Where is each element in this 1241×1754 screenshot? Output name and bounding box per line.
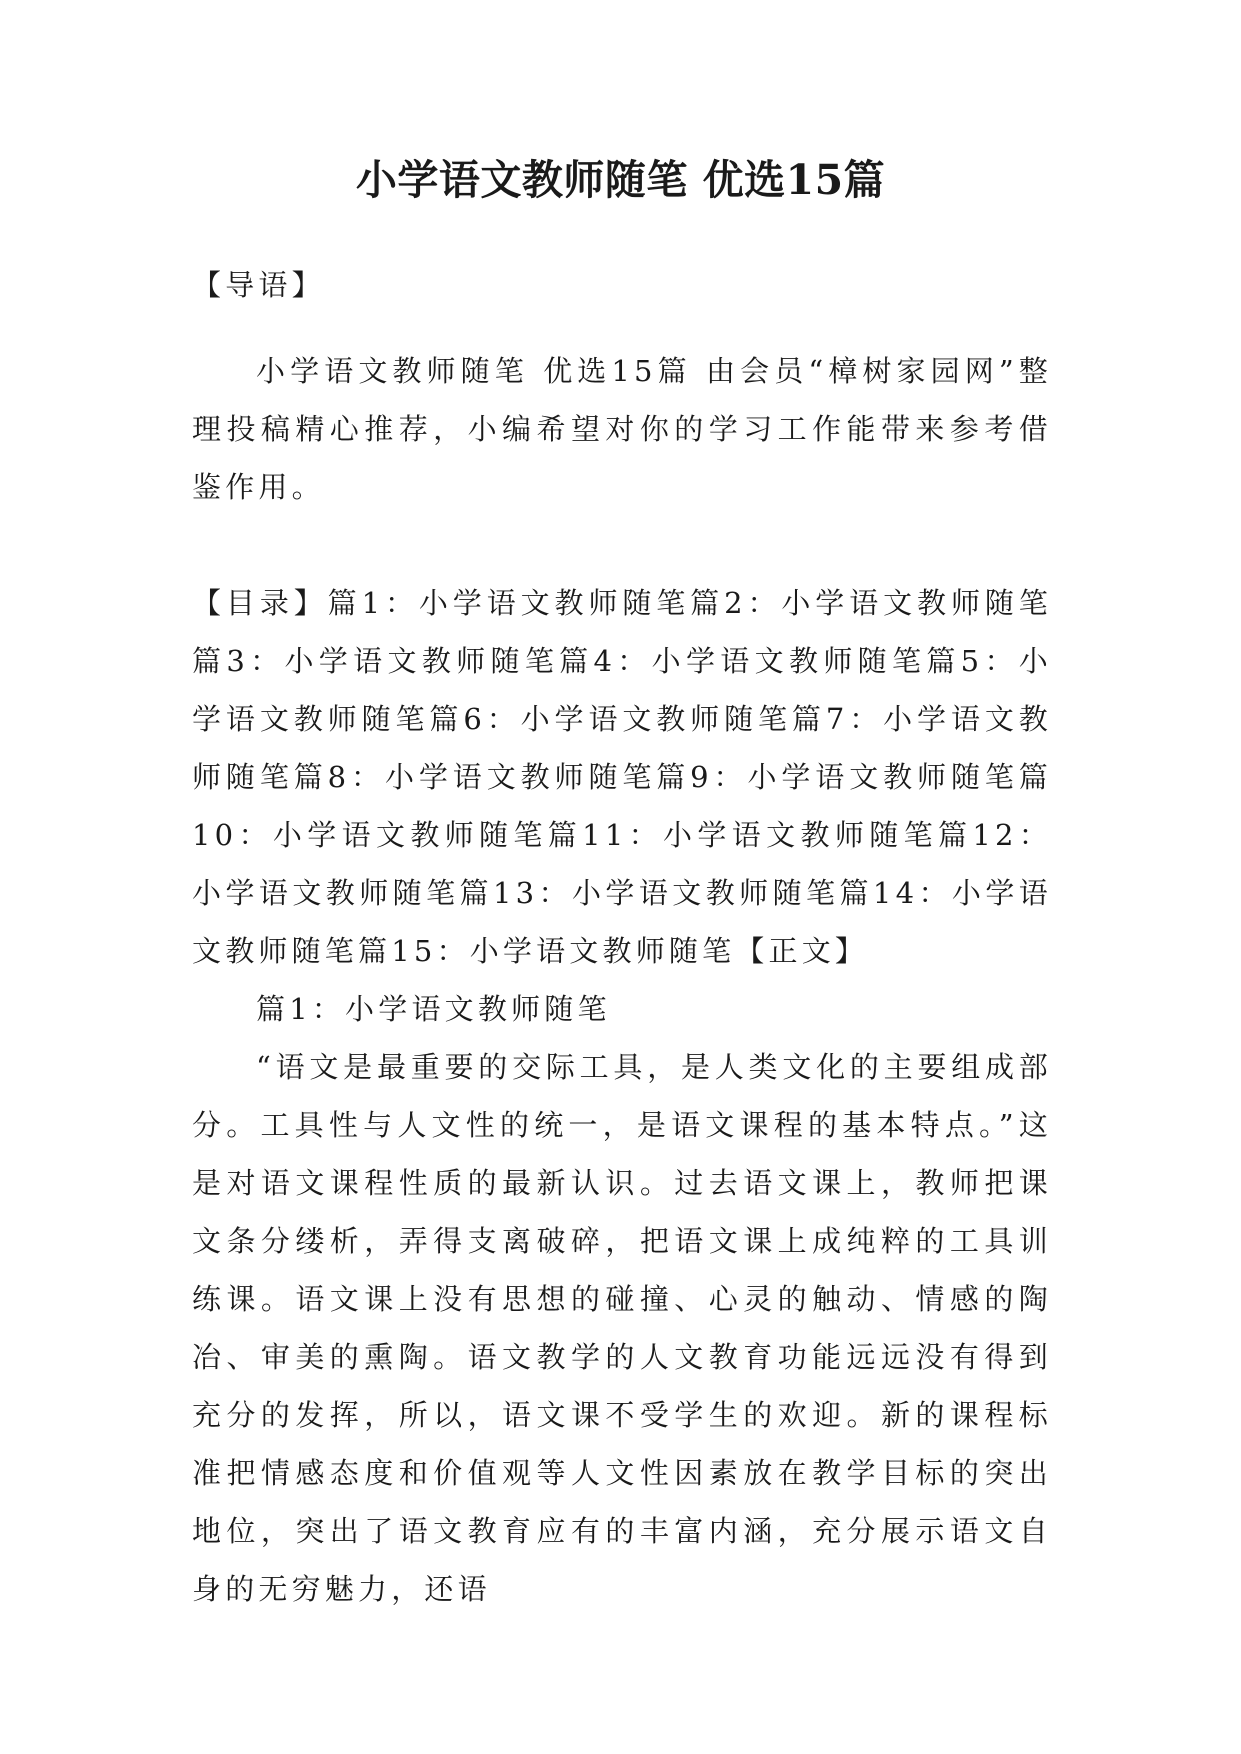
lead-heading: 【导语】: [192, 268, 325, 302]
table-of-contents: 【目录】篇1：小学语文教师随笔篇2：小学语文教师随笔篇3：小学语文教师随笔篇4：小学语文教师随笔篇5：小学语文教师随笔篇6：小学语文教师随笔篇7：小学语文教师随笔篇8：小学语文教师随笔篇9：小学语文教师随笔篇10：小学语文教师随笔篇11：小学语文教师随笔篇12：小学语文教师随笔篇13：小学语文教师随笔篇14：小学语文教师随笔篇15：小学语文教师随笔【正文】: [192, 586, 1052, 968]
intro-paragraph: 小学语文教师随笔 优选15篇 由会员“樟树家园网”整理投稿精心推荐，小编希望对你的学习工作能带来参考借鉴作用。: [192, 354, 1052, 504]
section-title: 篇1：小学语文教师随笔: [256, 992, 611, 1026]
document-title: 小学语文教师随笔 优选15篇: [355, 156, 886, 204]
body-paragraph: “语文是最重要的交际工具，是人类文化的主要组成部分。工具性与人文性的统一，是语文课程的基本特点。”这是对语文课程性质的最新认识。过去语文课上，教师把课文条分缕析，弄得支离破碎，把语文课上成纯粹的工具训练课。语文课上没有思想的碰撞、心灵的触动、情感的陶冶、审美的熏陶。语文教学的人文教育功能远远没有得到充分的发挥，所以，语文课不受学生的欢迎。新的课程标准把情感态度和价值观等人文性因素放在教学目标的突出地位，突出了语文教育应有的丰富内涵，充分展示语文自身的无穷魅力，还语: [192, 1050, 1052, 1606]
